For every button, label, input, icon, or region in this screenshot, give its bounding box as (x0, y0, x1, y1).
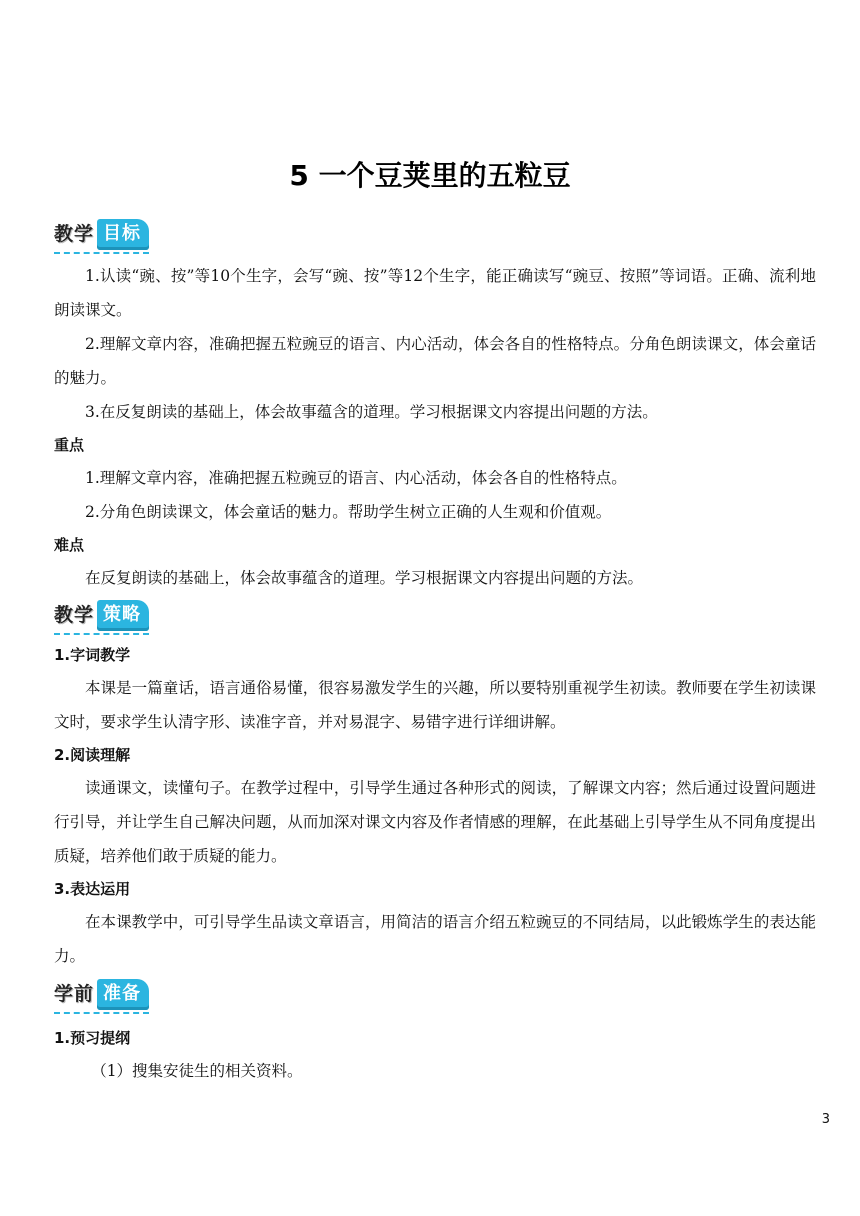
goal-item: 2.理解文章内容，准确把握五粒豌豆的语言、内心活动，体会各自的性格特点。分角色朗读课文，体会童话的魅力。 (54, 335, 816, 387)
strategy-heading: 3.表达运用 (54, 880, 131, 898)
strategy-text: 在本课教学中，可引导学生品读文章语言，用简洁的语言介绍五粒豌豆的不同结局，以此锻炼学生的表达能力。 (54, 913, 816, 965)
tag-label-right: 准备 (97, 979, 149, 1010)
strategy-heading: 1.字词教学 (54, 646, 131, 664)
tag-label-left: 教学 (54, 223, 95, 245)
tag-label-right: 目标 (97, 219, 149, 250)
key-point-item: 2.分角色朗读课文，体会童话的魅力。帮助学生树立正确的人生观和价值观。 (85, 503, 612, 521)
strategy-text: 本课是一篇童话，语言通俗易懂，很容易激发学生的兴趣，所以要特别重视学生初读。教师要在学生初读课文时，要求学生认清字形、读准字音，并对易混字、易错字进行详细讲解。 (54, 679, 816, 731)
section-tag-prep (54, 978, 149, 1014)
goal-item: 1.认读“豌、按”等10个生字，会写“豌、按”等12个生字，能正确读写“豌豆、按照”等词语。正确、流利地朗读课文。 (54, 267, 816, 319)
section-tag-goals (54, 218, 149, 254)
tag-label-left: 学前 (54, 983, 95, 1005)
difficulty-heading: 难点 (54, 536, 85, 554)
tag-label-right: 策略 (97, 600, 149, 631)
prep-item: （1）搜集安徒生的相关资料。 (91, 1062, 303, 1080)
difficulty-item: 在反复朗读的基础上，体会故事蕴含的道理。学习根据课文内容提出问题的方法。 (85, 569, 644, 587)
key-points-heading: 重点 (54, 436, 85, 454)
prep-heading: 1.预习提纲 (54, 1029, 131, 1047)
goal-item: 3.在反复朗读的基础上，体会故事蕴含的道理。学习根据课文内容提出问题的方法。 (85, 403, 658, 421)
strategy-heading: 2.阅读理解 (54, 746, 131, 764)
section-tag-strategy (54, 599, 149, 635)
strategy-text: 读通课文，读懂句子。在教学过程中，引导学生通过各种形式的阅读，了解课文内容；然后通过设置问题进行引导，并让学生自己解决问题，从而加深对课文内容及作者情感的理解，在此基础上引导学生从不同角度提出质疑，培养他们敢于质疑的能力。 (54, 779, 816, 865)
tag-label-left: 教学 (54, 604, 95, 626)
page-title: 5 一个豆荚里的五粒豆 (289, 159, 571, 192)
page-number: 3 (821, 1112, 830, 1127)
key-point-item: 1.理解文章内容，准确把握五粒豌豆的语言、内心活动，体会各自的性格特点。 (85, 469, 627, 487)
